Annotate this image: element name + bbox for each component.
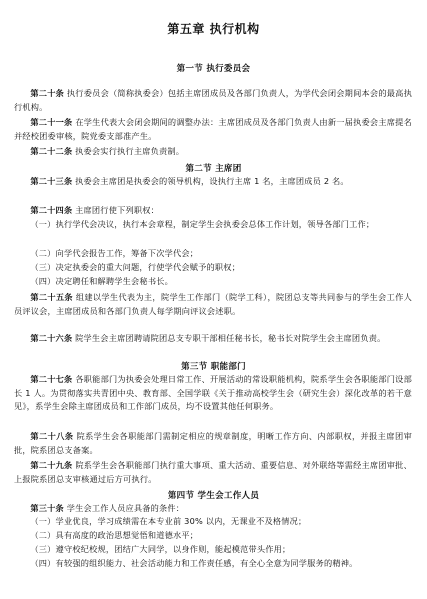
list-item: （三）遵守校纪校规，团结广大同学，以身作则，能起模范带头作用； (30, 544, 291, 554)
article-text: 院系学生会各职能部门需制定相应的规章制度，明晰工作方向、内部职权，并报主席团审批，院系团总支备案。 (14, 431, 412, 455)
article-21 (14, 116, 412, 143)
article-25 (14, 291, 412, 318)
list-item: （二）具有高度的政治思想觉悟和道德水平； (30, 530, 199, 540)
article-text: 主席团行使下列职权： (72, 205, 160, 215)
article-30 (14, 502, 412, 516)
article-label: 第二十九条 (30, 460, 73, 470)
section-title-staff: 第四节 学生会工作人员 (167, 491, 260, 501)
article-text: 组建以学生代表为主，院学生工作部门（院学工科），院团总支等共同参与的学生会工作人员评议会，主席团成员和各部门负责人每学期向评议会述职。 (14, 292, 412, 316)
article-26 (14, 332, 412, 346)
section-title-executive-committee: 第一节 执行委员会 (176, 64, 251, 74)
article-23 (14, 175, 412, 189)
list-item: （四）决定聘任和解聘学生会秘书长。 (30, 276, 173, 286)
article-text: 各职能部门为执委会处理日常工作、开展活动的常设职能机构，院系学生会各职能部门设部长 1 人。为贯彻落实共青团中央、教育部、全国学联《关于推动高校学生会（研究生会）深化改革的若干意见》，系学生会除主席团成员和工作部门成员，均不设置其他任何职务。 (14, 374, 412, 412)
article-label: 第二十五条 (30, 292, 73, 302)
article-text: 学生会工作人员应具备的条件： (63, 503, 185, 513)
article-label: 第二十六条 (30, 333, 73, 343)
article-text: 执委会主席团是执委会的领导机构，设执行主席 1 名，主席团成员 2 名。 (72, 176, 349, 186)
article-29 (14, 459, 412, 486)
list-item: （一）学业优良，学习成绩需在本专业前 30% 以内，无课业不及格情况； (30, 516, 307, 526)
article-text: 在学生代表大会闭会期间的调整办法：主席团成员及各部门负责人由新一届执委会主席提名并经校团委审核，院党委支部准产生。 (14, 117, 412, 141)
list-item: （一）执行学代会决议，执行本会章程，制定学生会执委会总体工作计划，领导各部门工作； (30, 219, 375, 229)
section-title-functional-departments: 第三节 职能部门 (181, 362, 246, 372)
list-item: （三）决定执委会的重大问题，行使学代会赋予的职权； (30, 262, 241, 272)
article-label: 第三十条 (30, 503, 64, 513)
article-27 (14, 373, 412, 414)
article-label: 第二十三条 (30, 176, 73, 186)
section-title-presidium: 第二节 主席团 (185, 164, 242, 174)
article-text: 执委会实行执行主席负责制。 (72, 146, 185, 156)
article-label: 第二十四条 (30, 205, 73, 215)
list-item: （四）有较强的组织能力、社会活动能力和工作责任感，有全心全意为同学服务的精神。 (30, 558, 358, 568)
article-label: 第二十八条 (30, 431, 74, 441)
article-22 (14, 145, 412, 159)
article-text: 院学生会主席团聘请院团总支专职干部相任秘书长，秘书长对院学生会主席团负责。 (72, 333, 386, 343)
article-24 (14, 204, 412, 218)
article-label: 第二十条 (30, 88, 65, 98)
chapter-title: 第五章 执行机构 (167, 22, 260, 36)
list-item: （二）向学代会报告工作，筹备下次学代会； (30, 248, 199, 258)
article-28 (14, 430, 412, 457)
article-text: 执行委员会（简称执委会）包括主席团成员及各部门负责人，为学代会闭会期间本会的最高执行机构。 (14, 88, 412, 112)
article-label: 第二十二条 (30, 146, 73, 156)
article-label: 第二十七条 (30, 374, 73, 384)
article-text: 院系学生会各职能部门执行重大事项、重大活动、重要信息、对外联络等需经主席团审批、上报院系团总支审核通过后方可执行。 (14, 460, 412, 484)
article-label: 第二十一条 (30, 117, 73, 127)
article-20 (14, 87, 412, 114)
